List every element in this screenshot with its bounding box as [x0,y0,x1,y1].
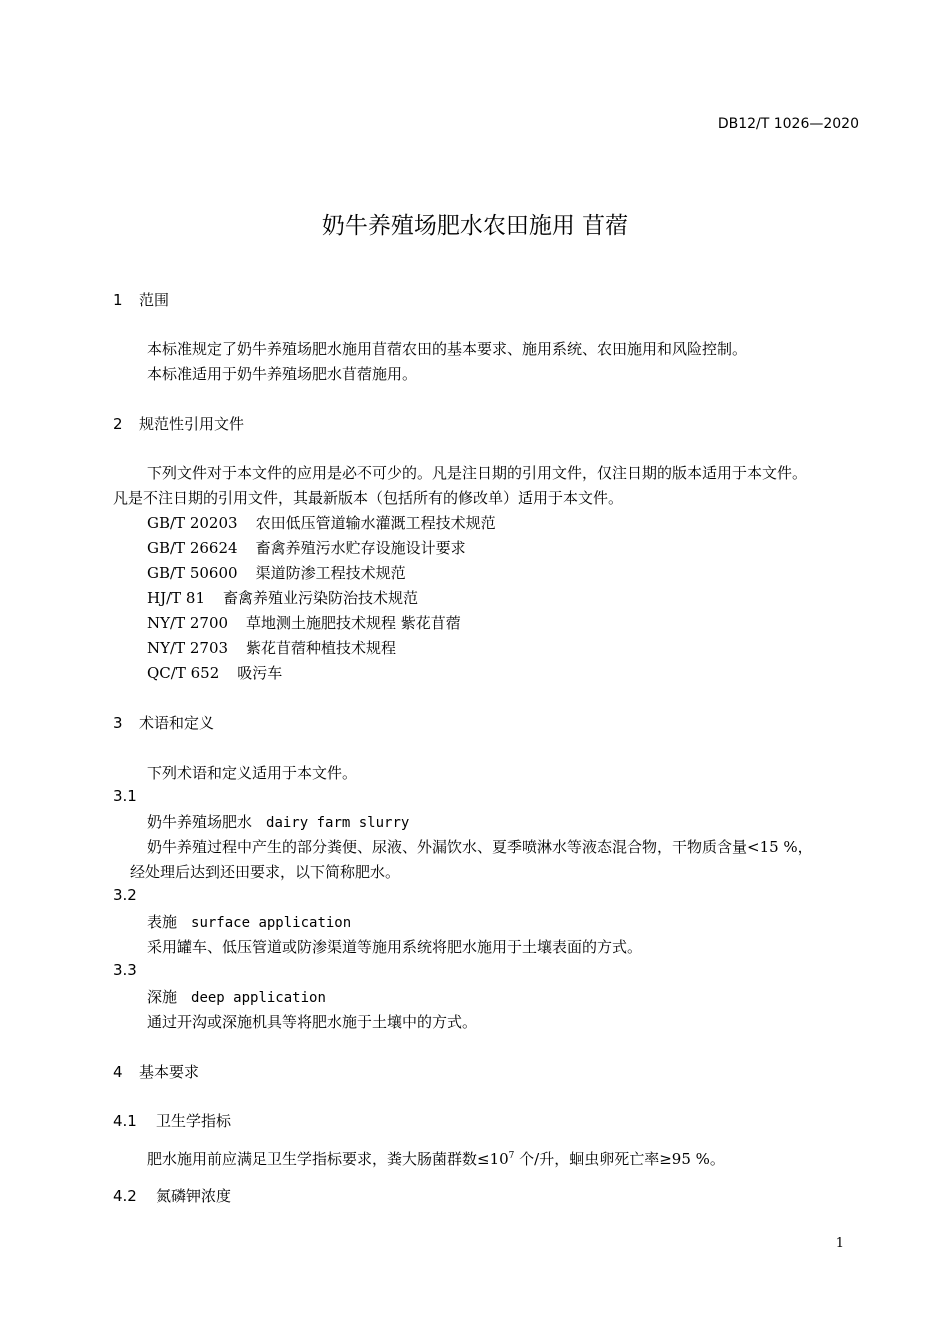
subsection-title: 卫生学指标 [156,1112,232,1130]
requirement-text: 肥水施用前应满足卫生学指标要求，粪大肠菌群数≤10 [147,1150,509,1168]
reference-code: GB/T 20203 [147,514,238,532]
paragraph: 下列文件对于本文件的应用是必不可少的。凡是注日期的引用文件，仅注日期的版本适用于本文件。 [147,464,808,482]
section-1-heading [113,289,169,310]
term-number: 3.2 [113,886,137,904]
term-definition: 通过开沟或深施机具等将肥水施于土壤中的方式。 [147,1013,478,1031]
subsection-4-1-heading [113,1110,231,1131]
term-zh: 奶牛养殖场肥水 [147,813,253,831]
reference-item [147,587,418,608]
section-number: 4 [113,1063,123,1081]
paragraph: 下列术语和定义适用于本文件。 [147,764,358,782]
hygiene-requirement [147,1148,725,1169]
reference-title: 农田低压管道输水灌溉工程技术规范 [255,514,496,532]
reference-item [147,562,406,583]
section-title: 规范性引用文件 [139,415,245,433]
reference-title: 紫花苜蓿种植技术规程 [246,639,397,657]
section-2-heading [113,413,244,434]
term-definition: 采用罐车、低压管道或防渗渠道等施用系统将肥水施用于土壤表面的方式。 [147,938,643,956]
reference-code: QC/T 652 [147,664,220,682]
requirement-text: 个/升，蛔虫卵死亡率≥95 %。 [514,1150,725,1168]
reference-title: 畜禽养殖业污染防治技术规范 [223,589,419,607]
reference-item [147,512,496,533]
paragraph-continued: 凡是不注日期的引用文件，其最新版本（包括所有的修改单）适用于本文件。 [113,489,624,507]
term-en: deep application [191,990,326,1006]
section-title: 基本要求 [139,1063,200,1081]
page-number: 1 [835,1236,844,1251]
reference-code: NY/T 2700 [147,614,229,632]
term-definition-continued: 经处理后达到还田要求，以下简称肥水。 [130,863,401,881]
section-4-heading [113,1061,199,1082]
reference-code: HJ/T 81 [147,589,206,607]
term-number: 3.1 [113,787,137,805]
reference-item [147,662,282,683]
term-entry [147,811,409,832]
section-number: 2 [113,415,123,433]
paragraph: 本标准规定了奶牛养殖场肥水施用苜蓿农田的基本要求、施用系统、农田施用和风险控制。 [147,340,748,358]
section-number: 3 [113,714,123,732]
reference-item [147,612,461,633]
term-en: surface application [191,915,352,931]
term-en: dairy farm slurry [266,815,410,831]
term-zh: 表施 [147,913,178,931]
term-definition: 奶牛养殖过程中产生的部分粪便、尿液、外漏饮水、夏季喷淋水等液态混合物，干物质含量<15 %， [147,838,813,856]
subsection-number: 4.1 [113,1112,137,1130]
standard-number: DB12/T 1026—2020 [717,116,859,132]
reference-title: 渠道防渗工程技术规范 [255,564,406,582]
reference-code: NY/T 2703 [147,639,229,657]
section-title: 术语和定义 [139,714,215,732]
reference-item [147,537,466,558]
reference-title: 草地测土施肥技术规程 紫花苜蓿 [246,614,461,632]
reference-item [147,637,396,658]
section-3-heading [113,712,214,733]
subsection-4-2-heading [113,1185,231,1206]
section-title: 范围 [139,291,170,309]
document-title: 奶牛养殖场肥水农田施用 苜蓿 [321,213,629,239]
term-entry [147,986,326,1007]
section-number: 1 [113,291,123,309]
exponent: 7 [508,1151,515,1161]
term-number: 3.3 [113,961,137,979]
reference-code: GB/T 50600 [147,564,238,582]
reference-title: 畜禽养殖污水贮存设施设计要求 [255,539,466,557]
subsection-title: 氮磷钾浓度 [156,1187,232,1205]
term-zh: 深施 [147,988,178,1006]
subsection-number: 4.2 [113,1187,137,1205]
paragraph: 本标准适用于奶牛养殖场肥水苜蓿施用。 [147,365,418,383]
reference-title: 吸污车 [237,664,283,682]
reference-code: GB/T 26624 [147,539,238,557]
term-entry [147,911,351,932]
